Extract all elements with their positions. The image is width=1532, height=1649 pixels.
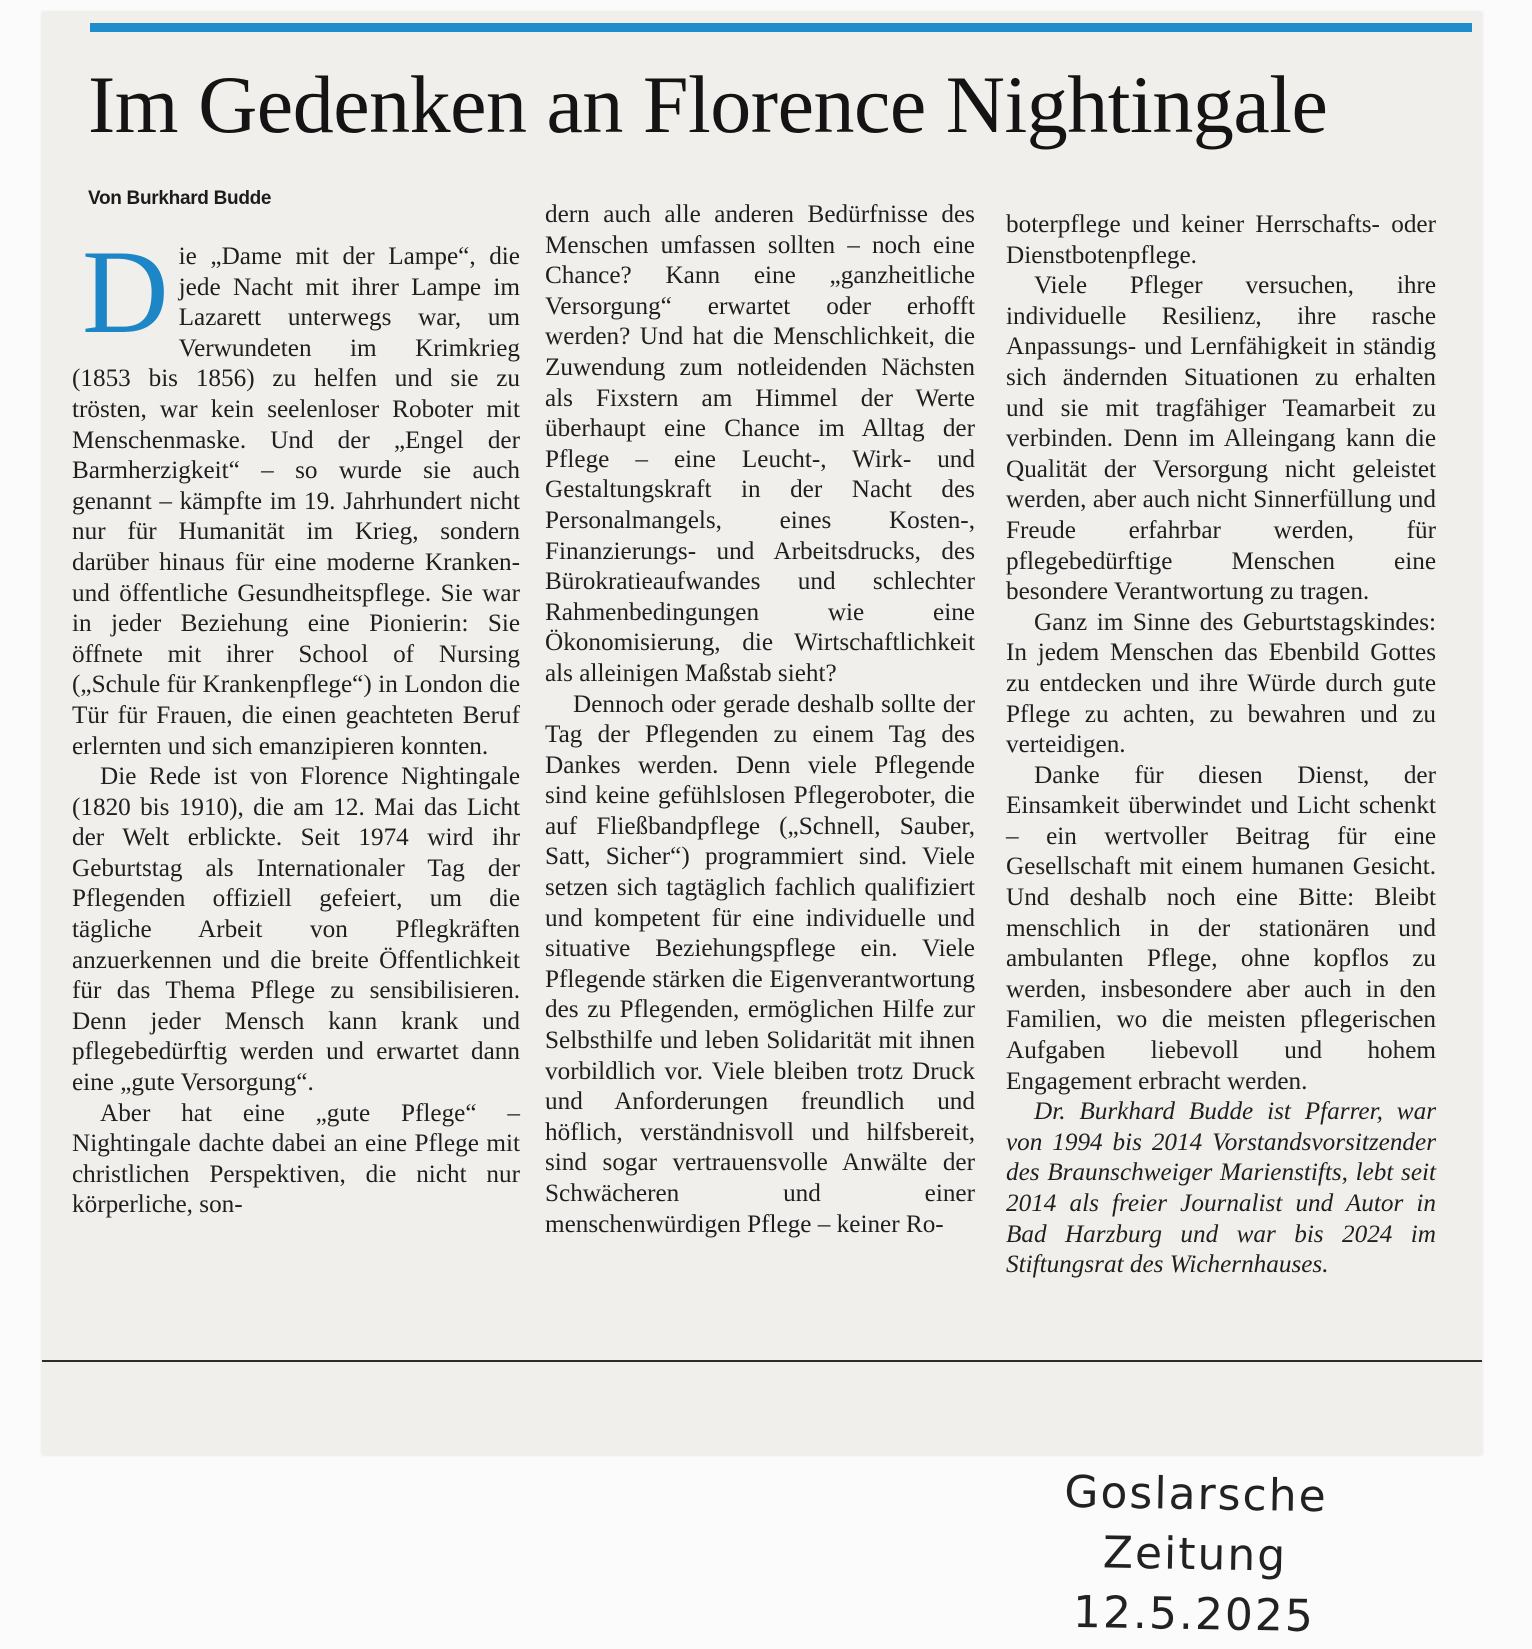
column-3 (1006, 210, 1436, 1281)
paragraph-3-start: Aber hat eine „gute Pflege“ – Nightingale dachte dabei an eine Pflege mit christlichen Perspektiven, die nicht nur körperliche, son- (72, 1099, 520, 1219)
author-bio: Dr. Burkhard Budde ist Pfarrer, war von 1994 bis 2014 Vorstandsvorsitzender des Braunschweiger Marienstifts, lebt seit 2014 als freier Journalist und Autor in Bad Harzburg und war bis 2024 im Stiftungsrat des Wichernhauses. (1006, 1098, 1436, 1279)
paragraph-7: Danke für diesen Dienst, der Einsamkeit überwindet und Licht schenkt – ein wertvoller Beitrag für eine Gesellschaft mit einem humanen Gesicht. Und deshalb noch eine Bitte: Bleibt menschlich in der stationären und ambulanten Pflege, ohne kopflos zu werden, insbesondere aber auch in den Familien, wo die meisten pflegerischen Aufgaben liebevoll und hohem Engagement erbracht werden. (1006, 761, 1436, 1095)
paragraph-4-end: boterpflege und keiner Herrschafts- oder Dienstbotenpflege. (1006, 211, 1436, 269)
byline: Von Burkhard Budde (88, 188, 272, 209)
paragraph-1-text: ie „Dame mit der Lampe“, die jede Nacht mit ihrer Lampe im Lazarett unterwegs war, um Verwundeten im Krimkrieg (1853 bis 1856) zu helfen und sie zu trösten, war kein seelenloser Roboter mit Menschenmaske. Und der „Engel der Barmherzigkeit“ – so wurde sie auch genannt – kämpfte im 19. Jahrhundert nicht nur für Humanität im Krieg, sondern darüber hinaus für eine moderne Kranken- und öffentliche Gesundheitspflege. Sie war in jeder Beziehung eine Pionierin: Sie öffnete mit ihrer School of Nursing („Schule für Krankenpflege“) in London die Tür für Frauen, die einen geachteten Beruf erlernten und sich emanzipieren konnten. (72, 243, 520, 760)
article-headline: Im Gedenken an Florence Nightingale (88, 59, 1328, 150)
column-2 (545, 200, 975, 1240)
paragraph-2: Die Rede ist von Florence Nightingale (1820 bis 1910), die am 12. Mai das Licht der Welt erblickte. Seit 1974 wird ihr Geburtstag als Internationaler Tag der Pflegenden offiziell gefeiert, um die tägliche Arbeit von Pflegkräften anzuerkennen und die breite Öffentlichkeit für das Thema Pflege zu sensibilisieren. Denn jeder Mensch kann krank und pflegebedürftig werden und erwartet dann eine „gute Versorgung“. (72, 763, 520, 1097)
paragraph-1 (72, 225, 520, 762)
handwritten-source: Goslarsche Zeitung (1063, 1466, 1329, 1582)
paragraph-3: dern auch alle anderen Bedürfnisse des Menschen umfassen sollten – noch eine Chance? Kann eine „ganzheitliche Versorgung“ erwartet oder erhofft werden? Und hat die Menschlichkeit, die Zuwendung zum notleidenden Nächsten als Fixstern am Himmel der Werte überhaupt eine Chance im Alltag der Pflege – eine Leucht-, Wirk- und Gestaltungskraft in der Nacht des Personalmangels, eines Kosten-, Finanzierungs- und Arbeitsdrucks, des Bürokratieaufwandes und schlechter Rahmenbedingungen wie eine Ökonomisierung, die Wirtschaftlichkeit als alleinigen Maßstab sieht? (545, 201, 975, 687)
handwritten-date: 12.5.2025 (1072, 1586, 1316, 1643)
newspaper-clipping (42, 12, 1482, 1455)
column-1 (72, 225, 520, 1221)
bottom-rule (42, 1360, 1482, 1362)
accent-rule (90, 23, 1472, 32)
handwritten-note (983, 1461, 1406, 1648)
paragraph-4: Dennoch oder gerade deshalb sollte der Tag der Pflegenden zu einem Tag des Dankes werden. Denn viele Pflegende sind keine gefühlslosen Pflegeroboter, die auf Fließbandpflege („Schnell, Sauber, Satt, Sicher“) programmiert sind. Viele setzen sich tagtäglich fachlich qualifiziert und kompetent für eine individuelle und situative Beziehungspflege ein. Viele Pflegende stärken die Eigenverantwortung des zu Pflegenden, ermöglichen Hilfe zur Selbsthilfe und leben Solidarität mit ihnen vorbildlich vor. Viele bleiben trotz Druck und Anforderungen freundlich und höflich, verständnisvoll und hilfsbereit, sind sogar vertrauensvolle Anwälte der Schwächeren und einer menschenwürdigen Pflege – keiner Ro- (545, 690, 975, 1238)
drop-cap: D (82, 225, 169, 358)
paragraph-6: Ganz im Sinne des Geburtstagskindes: In jedem Menschen das Ebenbild Gottes zu entdecken und ihre Würde durch gute Pflege zu achten, zu bewahren und zu verteidigen. (1006, 608, 1436, 759)
paragraph-5: Viele Pfleger versuchen, ihre individuelle Resilienz, ihre rasche Anpassungs- und Lernfähigkeit in ständig sich ändernden Situationen zu erhalten und sie mit tragfähiger Teamarbeit zu verbinden. Denn im Alleingang kann die Qualität der Versorgung nicht geleistet werden, aber auch nicht Sinnerfüllung und Freude erfahrbar werden, für pflegebedürftige Menschen eine besondere Verantwortung zu tragen. (1006, 272, 1436, 606)
